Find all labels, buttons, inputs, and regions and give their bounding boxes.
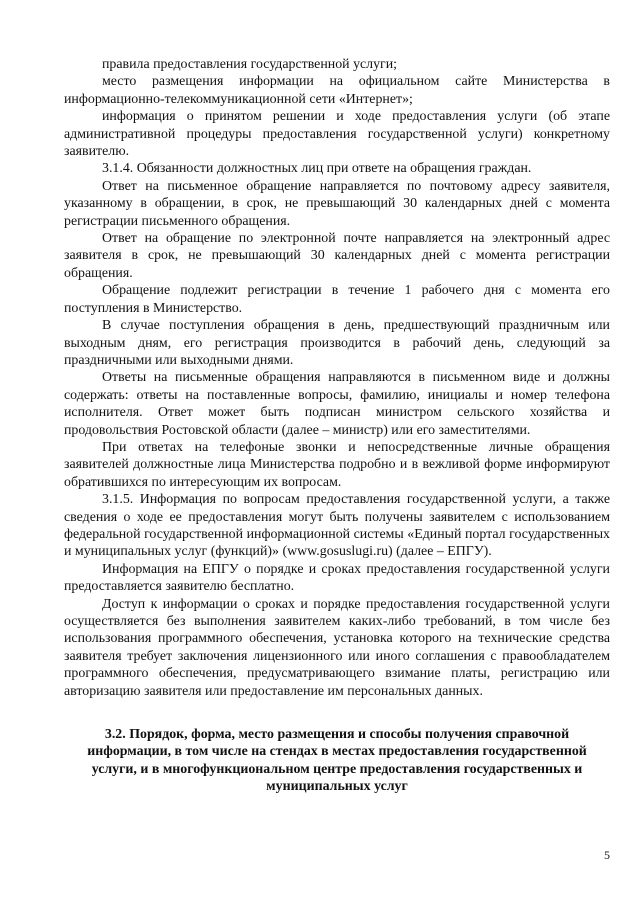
- document-page: [64, 56, 610, 796]
- paragraph: информация о принятом решении и ходе предоставления услуги (об этапе административной процедуры предоставления государственной услуги) конкретному заявителю.: [64, 109, 610, 160]
- paragraph: правила предоставления государственной услуги;: [102, 57, 398, 72]
- paragraph: Ответы на письменные обращения направляются в письменном виде и должны содержать: ответы на поставленные вопросы, фамилию, инициалы и номер телефона исполнителя. Ответ может быть подписан министром сельского хозяйства и продовольствия Ростовской области (далее – министр) или его заместителями.: [64, 370, 610, 438]
- paragraph: При ответах на телефоные звонки и непосредственные личные обращения заявителей должностные лица Министерства подробно и в вежливой форме информируют обратившихся по интересующим их вопросам.: [64, 439, 610, 490]
- paragraph: 3.1.4. Обязанности должностных лиц при ответе на обращения граждан.: [102, 161, 532, 177]
- page-number: 5: [604, 848, 610, 862]
- paragraph: В случае поступления обращения в день, предшествующий праздничным или выходным дням, его регистрация производится в рабочий день, следующий за праздничными или выходными днями.: [64, 318, 610, 368]
- paragraph: Обращение подлежит регистрации в течение 1 рабочего дня с момента его поступления в Министерство.: [64, 283, 610, 316]
- paragraph: 3.1.5. Информация по вопросам предоставления государственной услуги, а также сведения о ходе ее предоставления могут быть получены заявителем с использованием федеральной государственной информационной системы «Единый портал государственных и муниципальных услуг (функций)» (www.gosuslugi.ru) (далее – ЕПГУ).: [64, 492, 610, 560]
- paragraph: место размещения информации на официальном сайте Министерства в информационно-телекоммуникационной сети «Интернет»;: [64, 74, 610, 107]
- paragraph: Ответ на письменное обращение направляется по почтовому адресу заявителя, указанному в обращении, в срок, не превышающий 30 календарных дней с момента регистрации письменного обращения.: [64, 178, 610, 229]
- paragraph: Ответ на обращение по электронной почте направляется на электронный адрес заявителя в срок, не превышающий 30 календарных дней с момента регистрации обращения.: [64, 231, 610, 281]
- paragraph: Информация на ЕПГУ о порядке и сроках предоставления государственной услуги предоставляется заявителю бесплатно.: [64, 561, 610, 595]
- section-heading: 3.2. Порядок, форма, место размещения и способы получения справочной информации, в том числе на стендах в местах предоставления государственной услуги, и в многофункциональном центре предоставления государственных и муниципальных услуг: [87, 727, 587, 795]
- document-body: [64, 56, 610, 700]
- paragraph: Доступ к информации о сроках и порядке предоставления государственной услуги осуществляется без выполнения заявителем каких-либо требований, в том числе без использования программного обеспечения, установка которого на технические средства заявителя требует заключения лицензионного или иного соглашения с правообладателем программного обеспечения, предусматривающего взимание платы, регистрацию или авторизацию заявителя или предоставление им персональных данных.: [64, 596, 610, 699]
